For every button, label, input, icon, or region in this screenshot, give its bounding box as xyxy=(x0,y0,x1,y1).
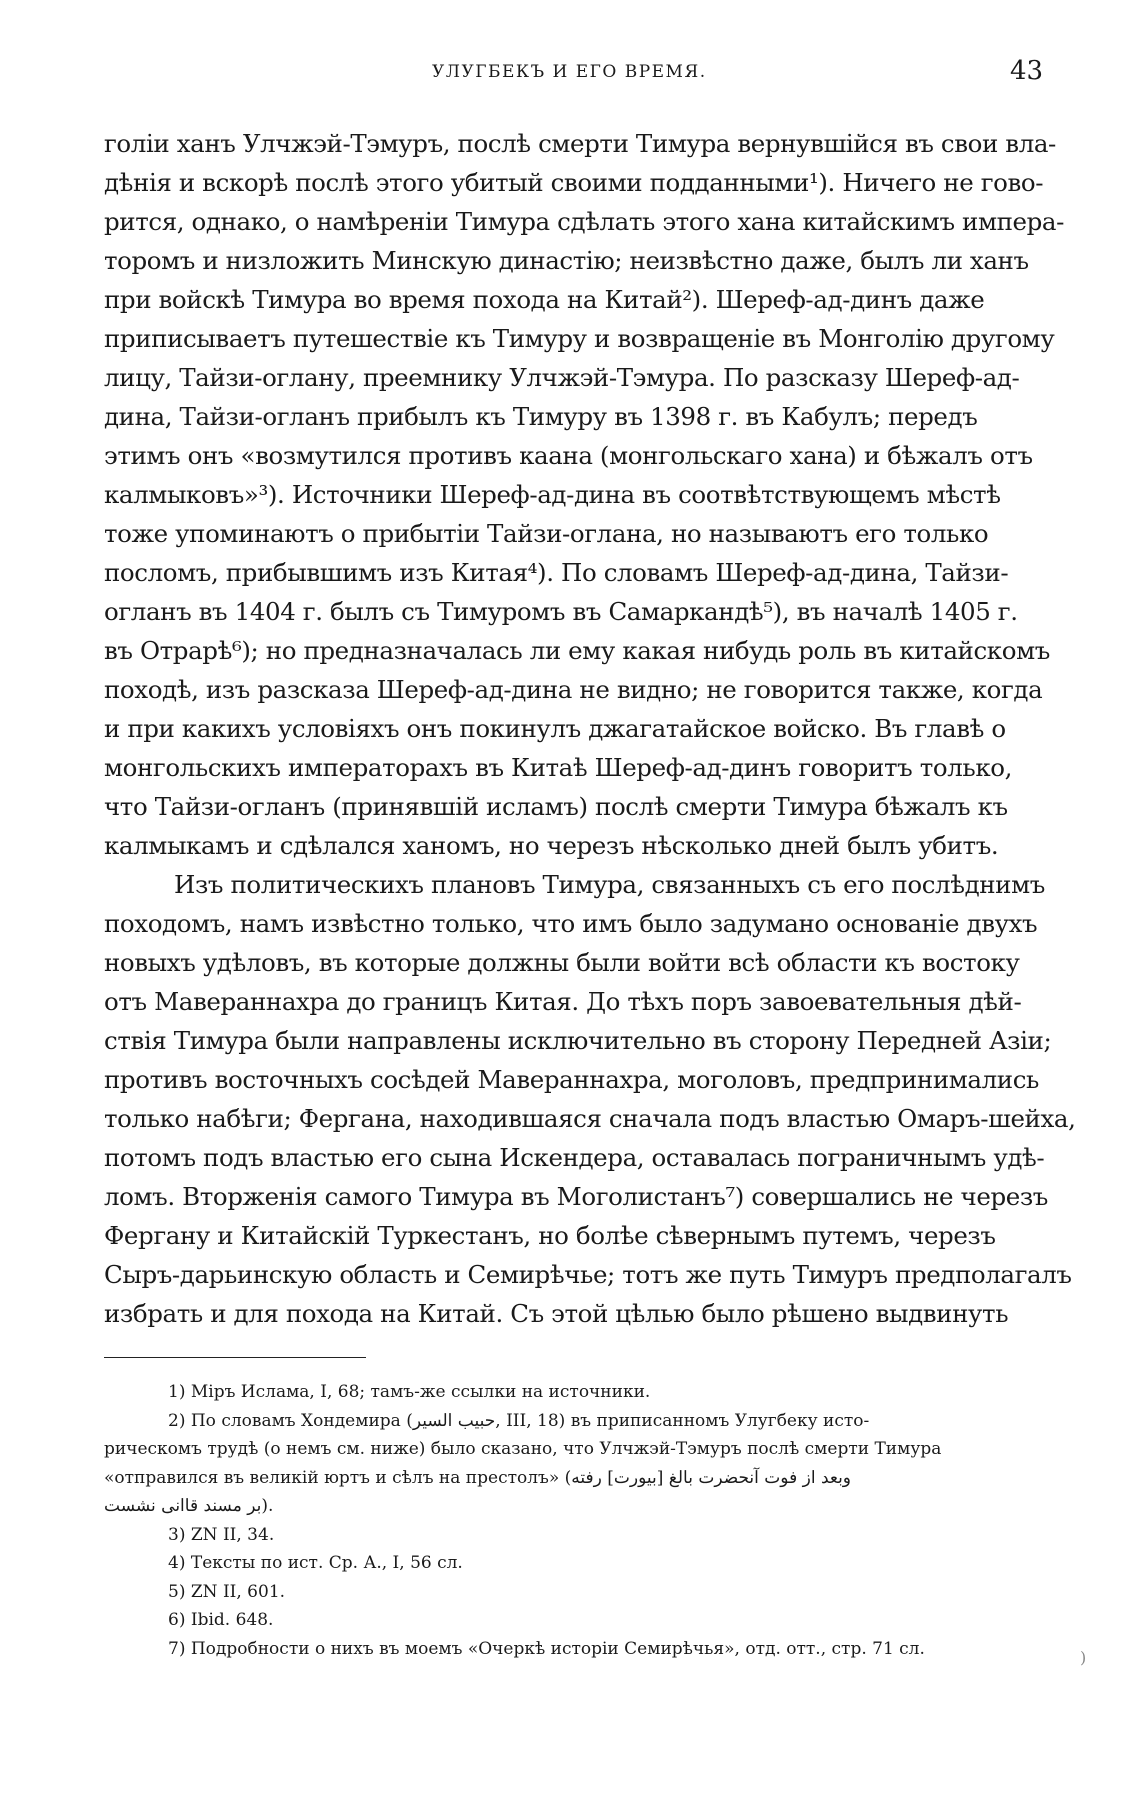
text-line: калмыкамъ и сдѣлался ханомъ, но черезъ нѣсколько дней былъ убитъ. xyxy=(104,831,999,860)
text-line: тоже упоминаютъ о прибытіи Тайзи-оглана, но называютъ его только xyxy=(104,519,989,548)
text-line: рится, однако, о намѣреніи Тимура сдѣлать этого хана китайскимъ импера- xyxy=(104,207,1065,236)
footnote-2-line-2: рическомъ трудѣ (о немъ см. ниже) было сказано, что Улчжэй-Тэмуръ послѣ смерти Тимура xyxy=(104,1439,942,1459)
running-title: УЛУГБЕКЪ И ЕГО ВРЕМЯ. xyxy=(432,62,707,82)
text-line: новыхъ удѣловъ, въ которые должны были войти всѣ области къ востоку xyxy=(104,948,1020,977)
text-line: потомъ подъ властью его сына Искендера, оставалась пограничнымъ удѣ- xyxy=(104,1143,1045,1172)
footnote-4: 4) Тексты по ист. Ср. А., I, 56 сл. xyxy=(168,1553,463,1573)
text-line: ствія Тимура были направлены исключительно въ сторону Передней Азіи; xyxy=(104,1026,1052,1055)
footnote-3: 3) ZN II, 34. xyxy=(168,1524,275,1545)
footnote-1: 1) Міръ Ислама, I, 68; тамъ-же ссылки на источники. xyxy=(168,1382,651,1402)
text-line: посломъ, прибывшимъ изъ Китая⁴). По словамъ Шереф-ад-дина, Тайзи- xyxy=(104,558,1009,587)
text-line: отъ Мавераннахра до границъ Китая. До тѣхъ поръ завоевательныя дѣй- xyxy=(104,987,1022,1016)
paragraph-start-line: Изъ политическихъ плановъ Тимура, связанныхъ съ его послѣднимъ xyxy=(174,870,1045,899)
page-number: 43 xyxy=(1010,56,1044,86)
text-line: что Тайзи-огланъ (принявшій исламъ) послѣ смерти Тимура бѣжалъ къ xyxy=(104,792,1008,821)
footnote-2-close: ). xyxy=(261,1496,274,1516)
footnote-2-quote: «отправился въ великій юртъ и сѣлъ на престолъ» ( xyxy=(104,1467,572,1488)
margin-mark: ) xyxy=(1080,1648,1087,1667)
text-line: и при какихъ условіяхъ онъ покинулъ джагатайское войско. Въ главѣ о xyxy=(104,714,1006,743)
text-line: противъ восточныхъ сосѣдей Мавераннахра, моголовъ, предпринимались xyxy=(104,1065,1039,1094)
text-line: походомъ, намъ извѣстно только, что имъ было задумано основаніе двухъ xyxy=(104,909,1038,938)
text-line: этимъ онъ «возмутился противъ каана (монгольскаго хана) и бѣжалъ отъ xyxy=(104,441,1033,470)
text-line: Сыръ-дарьинскую область и Семирѣчье; тотъ же путь Тимуръ предполагалъ xyxy=(104,1260,1072,1289)
footnote-2-arabic-title: حبيب السير xyxy=(412,1410,496,1431)
text-line: дѣнія и вскорѣ послѣ этого убитый своими подданными¹). Ничего не гово- xyxy=(104,168,1044,197)
footnote-7: 7) Подробности о нихъ въ моемъ «Очеркѣ исторіи Семирѣчья», отд. отт., стр. 71 сл. xyxy=(168,1638,925,1659)
text-line: избрать и для похода на Китай. Съ этой цѣлью было рѣшено выдвинуть xyxy=(104,1299,1009,1328)
footnote-2-arabic-quote: وبعد از فوت آنحضرت بالغ [بيورت] رفته xyxy=(571,1467,852,1488)
text-line: монгольскихъ императорахъ въ Китаѣ Шереф-ад-динъ говоритъ только, xyxy=(104,753,1012,782)
text-line: голіи ханъ Улчжэй-Тэмуръ, послѣ смерти Тимура вернувшійся въ свои вла- xyxy=(104,129,1056,158)
main-text xyxy=(104,124,1076,1333)
footnotes xyxy=(104,1378,1040,1663)
footnote-2 xyxy=(168,1407,1040,1436)
text-line: Фергану и Китайскій Туркестанъ, но болѣе сѣвернымъ путемъ, черезъ xyxy=(104,1221,996,1250)
footnote-2-text-cont: , III, 18) въ приписанномъ Улугбеку исто- xyxy=(495,1410,870,1431)
text-line: ломъ. Вторженія самого Тимура въ Моголистанъ⁷) совершались не черезъ xyxy=(104,1182,1048,1211)
footnote-5: 5) ZN II, 601. xyxy=(168,1581,286,1602)
text-line: калмыковъ»³). Источники Шереф-ад-дина въ соотвѣтствующемъ мѣстѣ xyxy=(104,480,1001,509)
text-line: при войскѣ Тимура во время похода на Китай²). Шереф-ад-динъ даже xyxy=(104,285,985,314)
text-line: только набѣги; Фергана, находившаяся сначала подъ властью Омаръ-шейха, xyxy=(104,1104,1076,1133)
text-line: торомъ и низложить Минскую династію; неизвѣстно даже, былъ ли ханъ xyxy=(104,246,1029,275)
text-line: дина, Тайзи-огланъ прибылъ къ Тимуру въ 1398 г. въ Кабулъ; передъ xyxy=(104,402,978,431)
text-line: приписываетъ путешествіе къ Тимуру и возвращеніе въ Монголію другому xyxy=(104,324,1055,353)
text-line: походѣ, изъ разсказа Шереф-ад-дина не видно; не говорится также, когда xyxy=(104,675,1043,704)
text-line: огланъ въ 1404 г. былъ съ Тимуромъ въ Самаркандѣ⁵), въ началѣ 1405 г. xyxy=(104,597,1018,626)
footnote-2-text: 2) По словамъ Хондемира ( xyxy=(168,1410,413,1431)
footnote-6: 6) Ibid. 648. xyxy=(168,1610,274,1630)
footnote-2-line-4 xyxy=(104,1492,1040,1521)
footnote-2-line-3 xyxy=(104,1464,1040,1493)
footnote-divider xyxy=(104,1357,366,1358)
footnote-2-arabic-quote-end: بر مسند قاانى نشست xyxy=(104,1496,262,1516)
text-line: въ Отрарѣ⁶); но предназначалась ли ему какая нибудь роль въ китайскомъ xyxy=(104,636,1050,665)
text-line: лицу, Тайзи-оглану, преемнику Улчжэй-Тэмура. По разсказу Шереф-ад- xyxy=(104,363,1020,392)
